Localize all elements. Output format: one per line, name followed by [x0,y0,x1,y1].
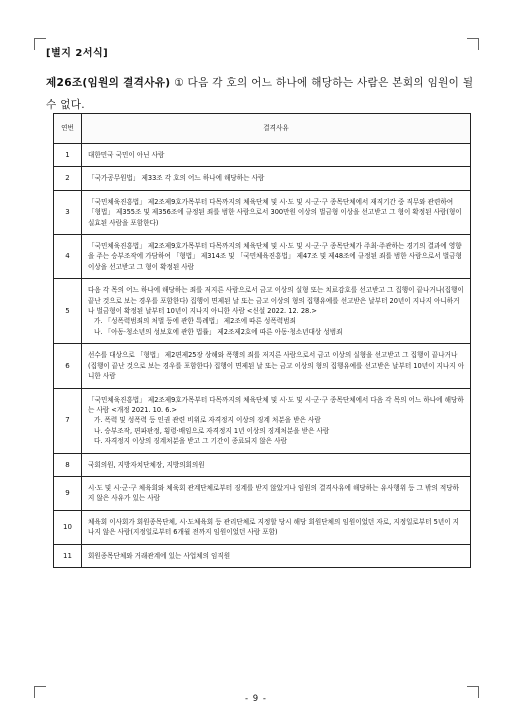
table-row [54,144,471,167]
table-row [54,388,471,453]
table-row [54,279,471,344]
page-number: - 9 - [245,694,267,704]
reason-text: 선수를 대상으로 「형법」 제2편제25장 상해와 폭행의 죄를 저지른 사람으로서 금고 이상의 실형을 선고받고 그 집행이 끝나거나(집행이 끝난 것으로 보는 경우를 포함한다) 집행이 면제된 날 또는 금고 이상의 형의 집행유예를 선고받은 날부터 10년이 지나지 아니한 사람 [88,351,465,381]
crop-mark-bottom-left-h [34,686,46,687]
article-body: ① 다음 각 호의 어느 하나에 해당하는 사람은 본회의 임원이 될 수 없다. [46,77,474,111]
reason-text: 국회의원, 지방자치단체장, 지방의회의원 [88,460,205,469]
disqualification-table [53,113,471,568]
crop-mark-top-right [478,38,479,50]
row-reason [82,453,471,476]
crop-mark-bottom-right-h [467,686,479,687]
row-reason [82,167,471,190]
table-header-row [54,114,471,144]
table-row [54,510,471,544]
reason-text: 회원종목단체와 거래관계에 있는 사업체의 임직원 [88,551,231,560]
reason-subitem: 나. 승부조작, 편파판정, 횡령·배임으로 자격정지 1년 이상의 징계처분을 받은 사람 [94,426,330,435]
reason-text: 대한민국 국민이 아닌 사람 [88,151,165,159]
row-reason [82,544,471,567]
table-row [54,476,471,510]
row-reason [82,279,471,344]
row-number: 3 [54,190,82,234]
table-row [54,544,471,567]
reason-subitem: 나. 「아동·청소년의 성보호에 관한 법률」 제2조제2호에 따른 아동·청소년대상 성범죄 [94,327,343,336]
reason-text: 「국가공무원법」 제33조 각 호의 어느 하나에 해당하는 사람 [88,174,265,183]
table-row [54,190,471,234]
crop-mark-top-left [34,38,35,50]
row-number: 7 [54,388,82,453]
crop-mark-top-right-h [467,38,479,39]
reason-subitem: 가. 「성폭력범죄의 처벌 등에 관한 특례법」 제2조에 따른 성폭력범죄 [94,317,296,326]
row-reason [82,476,471,510]
row-number: 9 [54,476,82,510]
row-number: 8 [54,453,82,476]
reason-text: 「국민체육진흥법」 제2조제9호가목부터 다목까지의 체육단체 및 시·도 및 시·군·구 종목단체에서 재직기간 중 직무와 관련하여 「형법」 제355조 및 제356조에 규정된 죄를 범한 사람으로서 300만원 이상의 벌금형 이상을 선고받고 그 형이 확정된 사람(형이 실효된 사람을 포함한다) [88,197,462,227]
row-number: 6 [54,344,82,388]
row-number: 10 [54,510,82,544]
crop-mark-top-left-h [34,38,46,39]
row-number: 4 [54,235,82,279]
row-number: 1 [54,144,82,167]
table-row [54,453,471,476]
reason-subitem: 가. 폭력 및 성폭력 등 인권 관련 비위로 자격정지 이상의 징계 처분을 받은 사람 [94,416,321,425]
column-header-num: 연번 [54,114,82,144]
column-header-reason: 결격사유 [82,114,471,144]
row-number: 5 [54,279,82,344]
reason-text: 체육회 이사회가 회원종목단체, 시·도체육회 등 관리단체로 지정할 당시 해당 회원단체의 임원이었던 자로, 지정일로부터 5년이 지나지 않은 사람(지정일로부터 6개월 전까지 임원이었던 사람 포함) [88,517,460,537]
row-reason [82,144,471,167]
row-reason [82,344,471,388]
reason-text: 다음 각 목의 어느 하나에 해당하는 죄를 저지른 사람으로서 금고 이상의 실형 또는 치료감호를 선고받고 그 집행이 끝나거나(집행이 끝난 것으로 보는 경우를 포함한다) 집행이 면제된 날 또는 금고 이상의 형의 집행유예를 선고받은 날부터 20년이 지나지 아니하거나 벌금형이 확정된 날부터 10년이 지나지 아니한 사람 <신설 2022. 12. 28.> [88,286,464,316]
table-row [54,344,471,388]
reason-text: 시·도 및 시·군·구 체육회와 체육회 관계단체로부터 징계를 받지 않았거나 임원의 결격사유에 해당하는 유사행위 등 그 밖의 적당하지 않은 사유가 있는 사람 [88,483,460,503]
table-row [54,167,471,190]
reason-text: 「국민체육진흥법」 제2조제9호가목부터 다목까지의 체육단체 및 시·도 및 시·군·구 종목단체에서 다음 각 목의 어느 하나에 해당하는 사람 <개정 2021. 10. 6.> [88,395,464,414]
article-paragraph [46,72,476,116]
row-number: 2 [54,167,82,190]
row-reason [82,510,471,544]
row-reason [82,388,471,453]
row-number: 11 [54,544,82,567]
row-reason [82,190,471,234]
table-row [54,235,471,279]
article-title: 제26조(임원의 결격사유) [46,77,171,89]
form-label: [별지 2서식] [46,48,109,59]
reason-subitem: 다. 자격정지 이상의 징계처분을 받고 그 기간이 종료되지 않은 사람 [94,437,287,446]
row-reason [82,235,471,279]
reason-text: 「국민체육진흥법」 제2조제9호가목부터 다목까지의 체육단체 및 시·도 및 시·군·구 종목단체가 주최·주관하는 경기의 결과에 영향을 주는 승부조작에 가담하여 「형법」 제314조 및 「국민체육진흥법」 제47조 및 제48조에 규정된 죄를 범한 사람으로서 벌금형 이상을 선고받고 그 형이 확정된 사람 [88,242,462,271]
